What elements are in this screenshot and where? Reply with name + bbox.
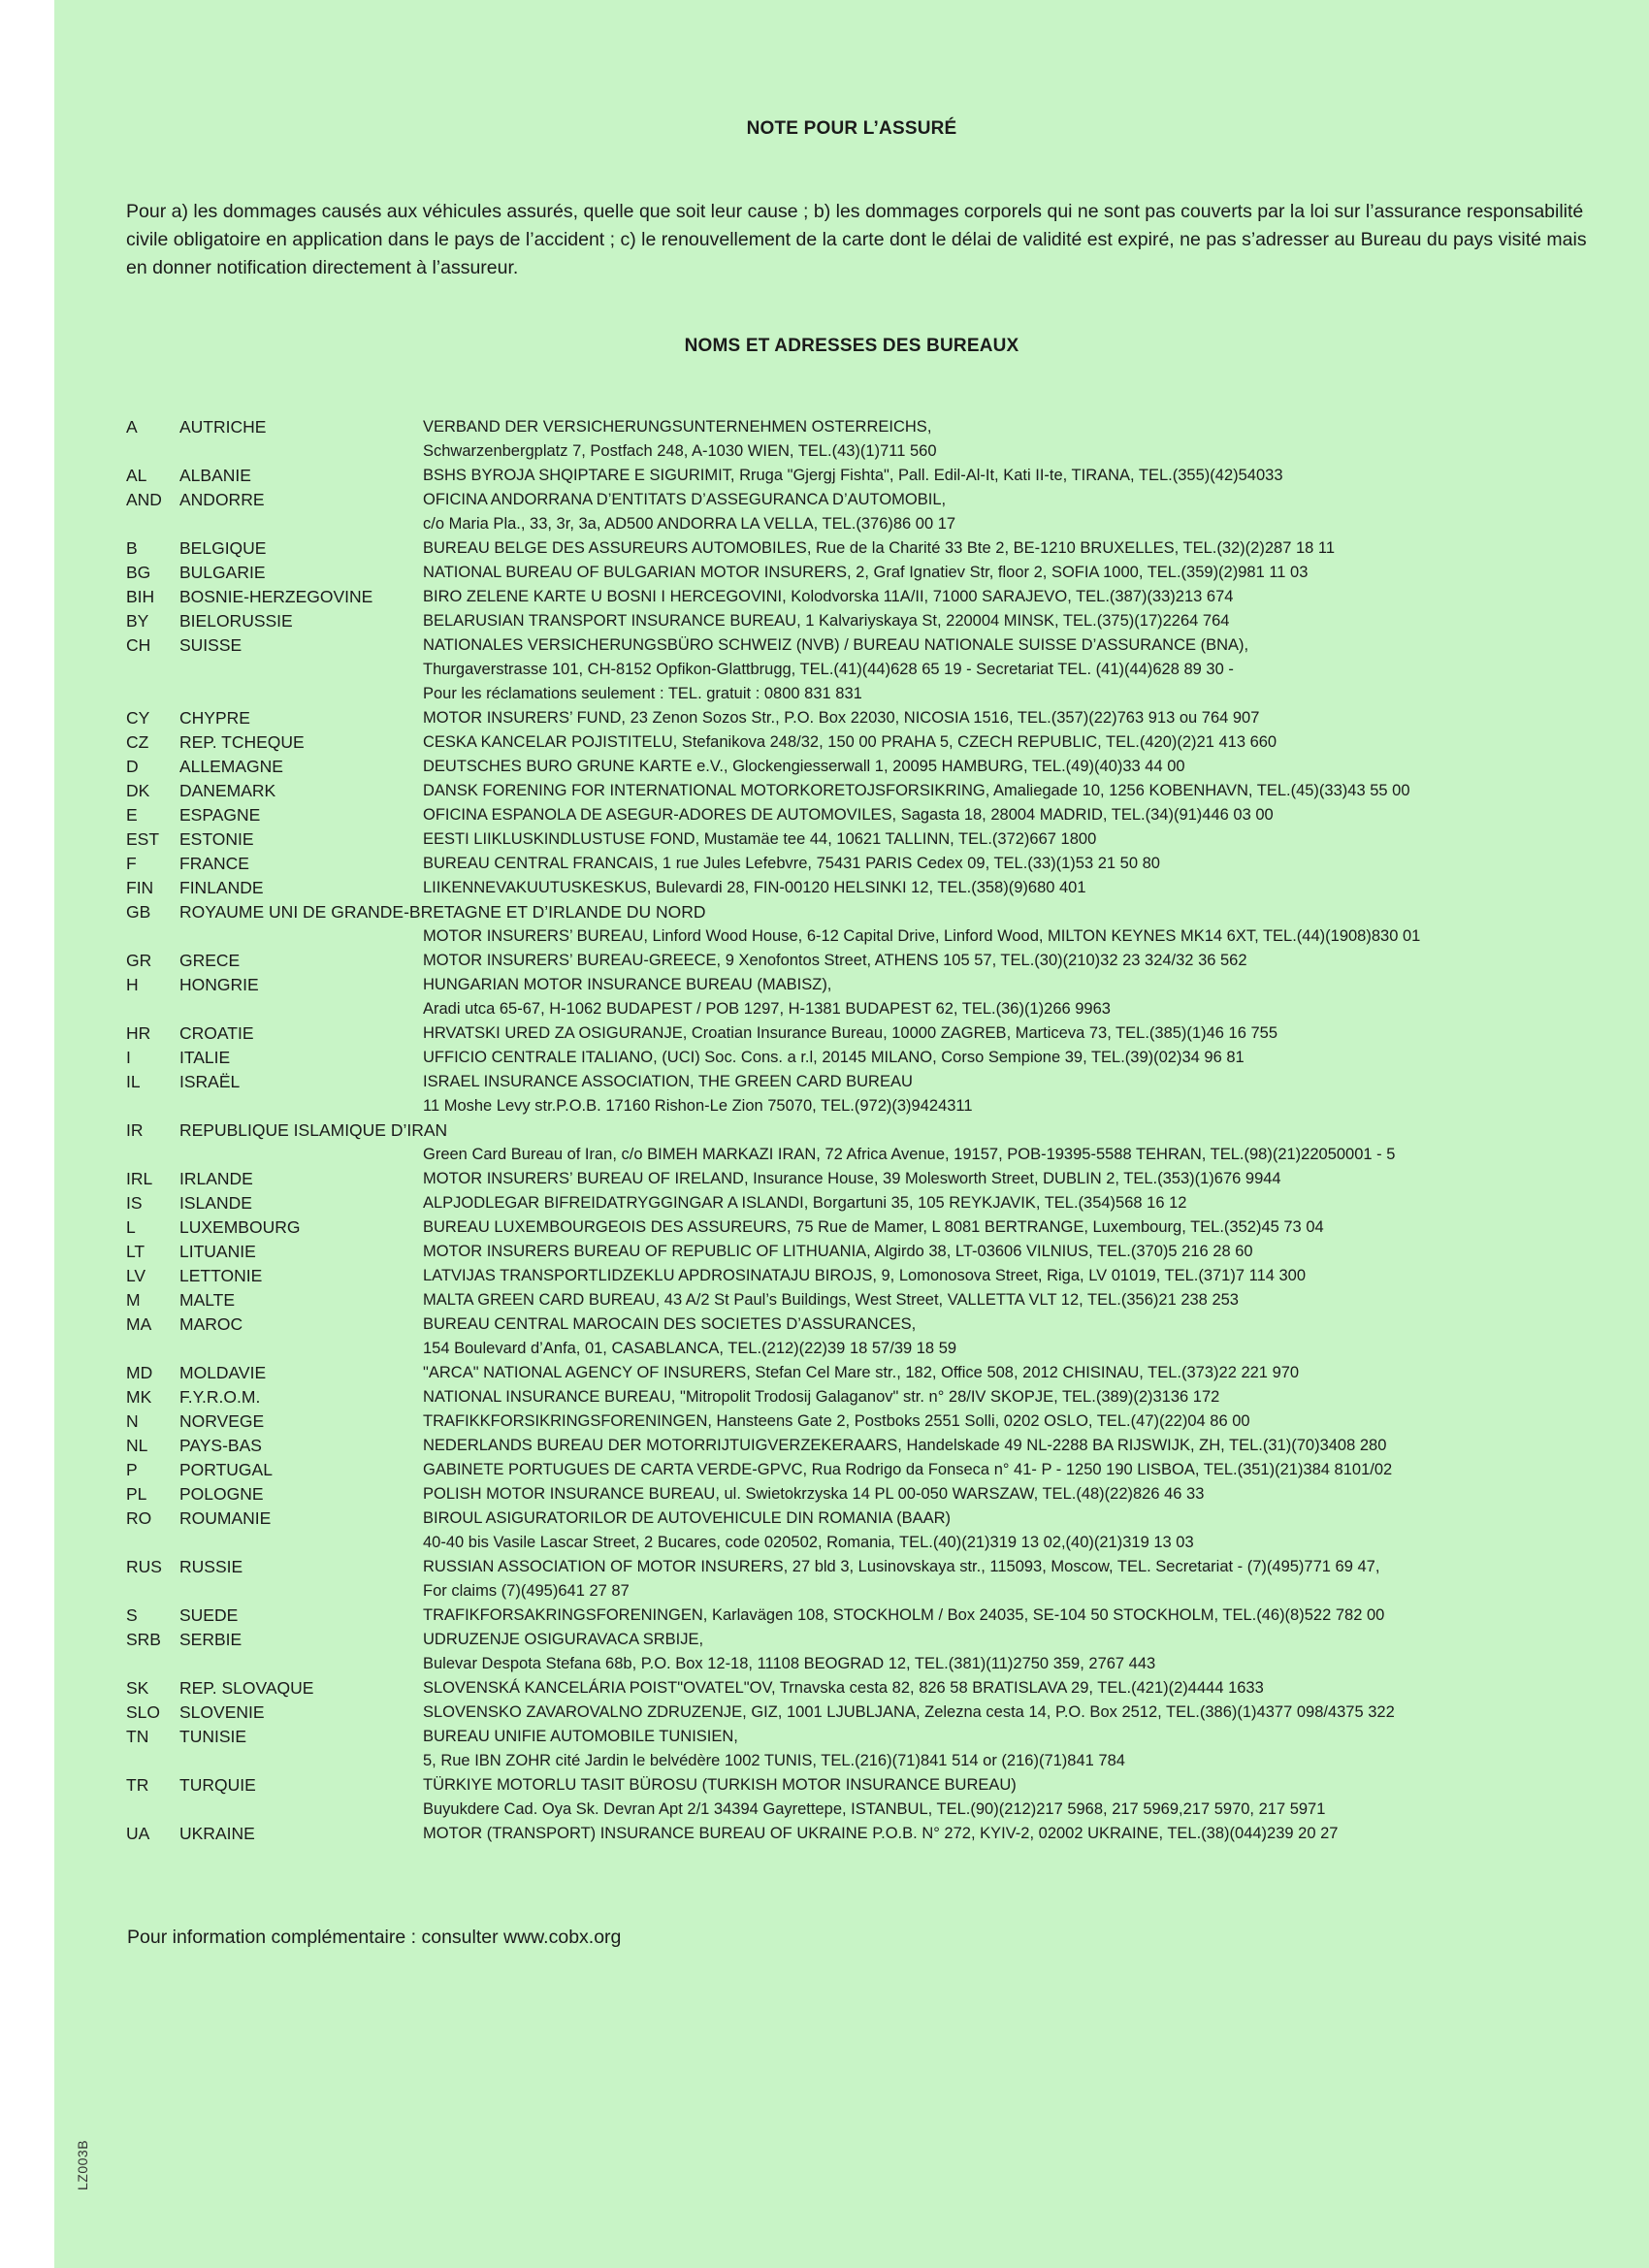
bureau-address — [423, 1676, 1625, 1701]
bureau-address — [423, 415, 1625, 464]
address-line: NATIONAL BUREAU OF BULGARIAN MOTOR INSURERS, 2, Graf Ignatiev Str, floor 2, SOFIA 1000, TEL.(359)(2)981 11 03 — [423, 564, 1309, 581]
bureau-entry — [126, 633, 1625, 706]
bureau-address — [423, 706, 1625, 730]
country-code: N — [126, 1411, 139, 1431]
country-name: CROATIE — [179, 1023, 254, 1043]
country-name: BULGARIE — [179, 563, 266, 582]
bureau-address — [423, 876, 1625, 900]
address-line: TRAFIKKFORSIKRINGSFORENINGEN, Hansteens Gate 2, Postboks 2551 Solli, 0202 OSLO, TEL.(47)(22)04 86 00 — [423, 1412, 1250, 1430]
country-code: BY — [126, 611, 149, 631]
address-line: BUREAU LUXEMBOURGEOIS DES ASSUREURS, 75 Rue de Mamer, L 8081 BERTRANGE, Luxembourg, TEL.(352)45 73 04 — [423, 1218, 1324, 1236]
bureau-address — [423, 949, 1625, 973]
bureau-address — [423, 633, 1625, 706]
country-code: SRB — [126, 1630, 161, 1649]
country-name: TUNISIE — [179, 1727, 247, 1746]
bureau-address — [423, 1507, 1625, 1555]
bureau-entry — [126, 1434, 1625, 1458]
country-code: LV — [126, 1266, 146, 1285]
bureau-entry — [126, 1604, 1625, 1628]
bureau-address — [423, 1021, 1625, 1046]
bureau-entry — [126, 585, 1625, 609]
bureau-address — [423, 779, 1625, 803]
bureau-entry — [126, 1628, 1625, 1676]
country-name: ISLANDE — [179, 1193, 252, 1213]
address-line: For claims (7)(495)641 27 87 — [423, 1582, 630, 1600]
address-line: MOTOR INSURERS’ BUREAU OF IRELAND, Insurance House, 39 Molesworth Street, DUBLIN 2, TEL.(353)(1)676 9944 — [423, 1170, 1281, 1187]
address-line: POLISH MOTOR INSURANCE BUREAU, ul. Swietokrzyska 14 PL 00-050 WARSZAW, TEL.(48)(22)826 46 33 — [423, 1485, 1205, 1503]
country-name: BIELORUSSIE — [179, 611, 293, 631]
country-name: SERBIE — [179, 1630, 242, 1649]
address-line: ISRAEL INSURANCE ASSOCIATION, THE GREEN CARD BUREAU — [423, 1073, 913, 1090]
country-code: PL — [126, 1484, 147, 1504]
bureau-entry — [126, 779, 1625, 803]
country-code: CY — [126, 708, 150, 728]
address-line: MOTOR INSURERS’ FUND, 23 Zenon Sozos Str., P.O. Box 22030, NICOSIA 1516, TEL.(357)(22)763 913 ou 764 907 — [423, 709, 1260, 727]
country-code: MD — [126, 1363, 153, 1382]
bureau-entry — [126, 561, 1625, 585]
bureau-address — [423, 1288, 1625, 1312]
address-line: 5, Rue IBN ZOHR cité Jardin le belvédère 1002 TUNIS, TEL.(216)(71)841 514 or (216)(71)841 784 — [423, 1752, 1125, 1769]
bureau-entry — [126, 973, 1625, 1021]
country-name: ALLEMAGNE — [179, 757, 283, 776]
country-code: EST — [126, 829, 160, 849]
bureaux-list — [126, 415, 1625, 1846]
bureau-entry — [126, 536, 1625, 561]
country-code: L — [126, 1217, 136, 1237]
country-code: GB — [126, 902, 151, 922]
address-line: OFICINA ESPANOLA DE ASEGUR-ADORES DE AUTOMOVILES, Sagasta 18, 28004 MADRID, TEL.(34)(91)446 03 00 — [423, 806, 1274, 824]
bureau-address — [423, 1482, 1625, 1507]
country-code: I — [126, 1048, 131, 1067]
bureau-entry — [126, 1507, 1625, 1555]
bureau-address — [423, 1458, 1625, 1482]
country-code: F — [126, 854, 137, 873]
address-line: TÜRKIYE MOTORLU TASIT BÜROSU (TURKISH MOTOR INSURANCE BUREAU) — [423, 1776, 1017, 1794]
bureau-entry — [126, 827, 1625, 852]
country-name: LETTONIE — [179, 1266, 263, 1285]
bureau-entry — [126, 730, 1625, 755]
country-code: IRL — [126, 1169, 153, 1188]
bureau-address — [423, 1361, 1625, 1385]
address-line: BUREAU UNIFIE AUTOMOBILE TUNISIEN, — [423, 1728, 738, 1745]
country-name: FRANCE — [179, 854, 249, 873]
bureau-entry — [126, 1409, 1625, 1434]
address-line: 11 Moshe Levy str.P.O.B. 17160 Rishon-Le Zion 75070, TEL.(972)(3)9424311 — [423, 1097, 973, 1115]
bureau-address — [423, 1773, 1625, 1822]
country-name: ROYAUME UNI DE GRANDE-BRETAGNE ET D’IRLANDE DU NORD — [179, 902, 706, 922]
address-line: Green Card Bureau of Iran, c/o BIMEH MARKAZI IRAN, 72 Africa Avenue, 19157, POB-19395-5588 TEHRAN, TEL.(98)(21)22050001 - 5 — [423, 1146, 1396, 1163]
bureau-address — [423, 1240, 1625, 1264]
address-line: UFFICIO CENTRALE ITALIANO, (UCI) Soc. Cons. a r.l, 20145 MILANO, Corso Sempione 39, TEL.(39)(02)34 96 81 — [423, 1049, 1245, 1066]
country-name: AUTRICHE — [179, 417, 267, 437]
bureau-entry — [126, 1021, 1625, 1046]
bureau-entry — [126, 1240, 1625, 1264]
bureau-address — [423, 1167, 1625, 1191]
address-line: DANSK FORENING FOR INTERNATIONAL MOTORKORETOJSFORSIKRING, Amaliegade 10, 1256 KOBENHAVN, TEL.(45)(33)43 55 00 — [423, 782, 1410, 799]
country-code: M — [126, 1290, 141, 1310]
country-name: ITALIE — [179, 1048, 231, 1067]
address-line: "ARCA" NATIONAL AGENCY OF INSURERS, Stefan Cel Mare str., 182, Office 508, 2012 CHISINAU, TEL.(373)22 221 970 — [423, 1364, 1300, 1381]
address-line: BUREAU CENTRAL MAROCAIN DES SOCIETES D’ASSURANCES, — [423, 1315, 917, 1333]
country-code: CZ — [126, 732, 149, 752]
bureau-entry — [126, 1773, 1625, 1822]
country-code: UA — [126, 1824, 150, 1843]
country-name: NORVEGE — [179, 1411, 265, 1431]
bureau-address — [423, 1385, 1625, 1409]
address-line: BIROUL ASIGURATORILOR DE AUTOVEHICULE DIN ROMANIA (BAAR) — [423, 1509, 952, 1527]
bureau-address — [423, 852, 1625, 876]
country-name: PORTUGAL — [179, 1460, 273, 1479]
bureau-entry — [126, 803, 1625, 827]
form-code: LZ003B — [75, 2139, 90, 2190]
address-line: NEDERLANDS BUREAU DER MOTORRIJTUIGVERZEKERAARS, Handelskade 49 NL-2288 BA RIJSWIJK, ZH, TEL.(31)(70)3408 280 — [423, 1437, 1387, 1454]
address-line — [423, 1118, 1625, 1143]
bureau-entry — [126, 1167, 1625, 1191]
country-name: SUISSE — [179, 635, 242, 655]
address-line: UDRUZENJE OSIGURAVACA SRBIJE, — [423, 1631, 704, 1648]
country-code: TN — [126, 1727, 149, 1746]
bureau-entry — [126, 1046, 1625, 1070]
bureau-address — [423, 755, 1625, 779]
country-name: F.Y.R.O.M. — [179, 1387, 261, 1407]
bureau-entry — [126, 1361, 1625, 1385]
bureau-address — [423, 1312, 1625, 1361]
address-line: DEUTSCHES BURO GRUNE KARTE e.V., Glockengiesserwall 1, 20095 HAMBURG, TEL.(49)(40)33 44 00 — [423, 758, 1185, 775]
country-name: ROUMANIE — [179, 1508, 272, 1528]
bureau-address — [423, 1628, 1625, 1676]
bureau-address — [423, 1409, 1625, 1434]
country-code: MK — [126, 1387, 152, 1407]
bureau-address — [423, 488, 1625, 536]
country-code: AL — [126, 466, 147, 485]
address-line: TRAFIKFORSAKRINGSFORENINGEN, Karlavägen 108, STOCKHOLM / Box 24035, SE-104 50 STOCKHOLM, TEL.(46)(8)522 782 00 — [423, 1606, 1385, 1624]
country-name: POLOGNE — [179, 1484, 264, 1504]
page-title: NOTE POUR L’ASSURÉ — [746, 118, 957, 139]
bureau-entry — [126, 949, 1625, 973]
country-code: SLO — [126, 1702, 161, 1722]
country-name: SLOVENIE — [179, 1702, 265, 1722]
address-line: MOTOR INSURERS’ BUREAU-GREECE, 9 Xenofontos Street, ATHENS 105 57, TEL.(30)(210)32 23 324/32 36 562 — [423, 952, 1247, 969]
address-line: MALTA GREEN CARD BUREAU, 43 A/2 St Paul’s Buildings, West Street, VALLETTA VLT 12, TEL.(356)21 238 253 — [423, 1291, 1239, 1309]
bureau-address — [423, 973, 1625, 1021]
country-name: ALBANIE — [179, 466, 251, 485]
bureau-entry — [126, 706, 1625, 730]
country-code: GR — [126, 951, 152, 970]
country-name: REP. SLOVAQUE — [179, 1678, 314, 1698]
intro-paragraph: Pour a) les dommages causés aux véhicules assurés, quelle que soit leur cause ; b) les dommages corporels qui ne sont pas couverts par la loi sur l’assurance responsabilité civile obligatoire en application dans le pays de l’accident ; c) le renouvellement de la carte dont le délai de validité est expiré, ne pas s’adresser au Bureau du pays visité mais en donner notification directement à l’assureur. — [126, 201, 1587, 278]
address-line: HUNGARIAN MOTOR INSURANCE BUREAU (MABISZ), — [423, 976, 832, 993]
bureau-entry — [126, 1701, 1625, 1725]
country-name: GRECE — [179, 951, 241, 970]
bureau-entry — [126, 415, 1625, 464]
address-line: 154 Boulevard d’Anfa, 01, CASABLANCA, TEL.(212)(22)39 18 57/39 18 59 — [423, 1340, 957, 1357]
country-name: TURQUIE — [179, 1775, 256, 1795]
address-line: BIRO ZELENE KARTE U BOSNI I HERCEGOVINI, Kolodvorska 11A/II, 71000 SARAJEVO, TEL.(387)(33)213 674 — [423, 588, 1234, 605]
country-code: HR — [126, 1023, 151, 1043]
country-name: CHYPRE — [179, 708, 250, 728]
address-line: ALPJODLEGAR BIFREIDATRYGGINGAR A ISLANDI, Borgartuni 35, 105 REYKJAVIK, TEL.(354)568 16 12 — [423, 1194, 1187, 1212]
country-code: SK — [126, 1678, 149, 1698]
bureau-address — [423, 827, 1625, 852]
country-name: DANEMARK — [179, 781, 276, 800]
footer-note: Pour information complémentaire : consulter www.cobx.org — [127, 1927, 622, 1948]
bureau-entry — [126, 1385, 1625, 1409]
country-code: H — [126, 975, 139, 994]
country-name: HONGRIE — [179, 975, 259, 994]
country-name: MALTE — [179, 1290, 236, 1310]
country-code: IS — [126, 1193, 143, 1213]
address-line: NATIONALES VERSICHERUNGSBÜRO SCHWEIZ (NVB) / BUREAU NATIONALE SUISSE D’ASSURANCE (BNA), — [423, 636, 1249, 654]
bureau-entry — [126, 609, 1625, 633]
address-line: Buyukdere Cad. Oya Sk. Devran Apt 2/1 34394 Gayrettepe, ISTANBUL, TEL.(90)(212)217 5968, 217 5969,217 5970, 217 5971 — [423, 1800, 1326, 1818]
country-name: PAYS-BAS — [179, 1436, 262, 1455]
address-line: HRVATSKI URED ZA OSIGURANJE, Croatian Insurance Bureau, 10000 ZAGREB, Marticeva 73, TEL.(385)(1)46 16 755 — [423, 1024, 1277, 1042]
bureau-address — [423, 1264, 1625, 1288]
country-name: SUEDE — [179, 1605, 239, 1625]
country-code: DK — [126, 781, 150, 800]
country-code: LT — [126, 1242, 146, 1261]
bureau-address — [423, 1701, 1625, 1725]
page-margin — [0, 0, 54, 2268]
bureau-address — [423, 609, 1625, 633]
country-code: RO — [126, 1508, 152, 1528]
address-line: MOTOR INSURERS BUREAU OF REPUBLIC OF LITHUANIA, Algirdo 38, LT-03606 VILNIUS, TEL.(370)5 216 28 60 — [423, 1243, 1253, 1260]
address-line: GABINETE PORTUGUES DE CARTA VERDE-GPVC, Rua Rodrigo da Fonseca n° 41- P - 1250 190 LISBOA, TEL.(351)(21)384 8101/02 — [423, 1461, 1393, 1478]
country-code: S — [126, 1605, 138, 1625]
section-title: NOMS ET ADRESSES DES BUREAUX — [684, 336, 1019, 356]
bureau-address — [423, 1822, 1625, 1846]
bureau-address — [423, 561, 1625, 585]
bureau-entry — [126, 1482, 1625, 1507]
address-line: SLOVENSKÁ KANCELÁRIA POIST"OVATEL"OV, Trnavska cesta 82, 826 58 BRATISLAVA 29, TEL.(421)(2)4444 1633 — [423, 1679, 1264, 1697]
country-code: MA — [126, 1314, 152, 1334]
bureau-address — [423, 730, 1625, 755]
bureau-entry — [126, 852, 1625, 876]
country-name: ESTONIE — [179, 829, 254, 849]
country-name: IRLANDE — [179, 1169, 253, 1188]
bureau-entry — [126, 1264, 1625, 1288]
bureau-address — [423, 1118, 1625, 1167]
bureau-entry — [126, 1191, 1625, 1215]
bureau-address — [423, 1215, 1625, 1240]
country-code: FIN — [126, 878, 154, 897]
bureau-entry — [126, 755, 1625, 779]
country-code: NL — [126, 1436, 148, 1455]
address-line: CESKA KANCELAR POJISTITELU, Stefanikova 248/32, 150 00 PRAHA 5, CZECH REPUBLIC, TEL.(420)(2)21 413 660 — [423, 733, 1277, 751]
country-code: TR — [126, 1775, 149, 1795]
bureau-entry — [126, 1288, 1625, 1312]
bureau-entry — [126, 1312, 1625, 1361]
bureau-address — [423, 1604, 1625, 1628]
bureau-address — [423, 1725, 1625, 1773]
country-code: D — [126, 757, 139, 776]
address-line: Bulevar Despota Stefana 68b, P.O. Box 12-18, 11108 BEOGRAD 12, TEL.(381)(11)2750 359, 2767 443 — [423, 1655, 1156, 1672]
bureau-entry — [126, 1215, 1625, 1240]
address-line: c/o Maria Pla., 33, 3r, 3a, AD500 ANDORRA LA VELLA, TEL.(376)86 00 17 — [423, 515, 956, 533]
country-code: IR — [126, 1120, 144, 1140]
bureau-entry — [126, 1676, 1625, 1701]
address-line: LIIKENNEVAKUUTUSKESKUS, Bulevardi 28, FIN-00120 HELSINKI 12, TEL.(358)(9)680 401 — [423, 879, 1086, 896]
country-code: CH — [126, 635, 151, 655]
bureau-address — [423, 1555, 1625, 1604]
address-line: BUREAU CENTRAL FRANCAIS, 1 rue Jules Lefebvre, 75431 PARIS Cedex 09, TEL.(33)(1)53 21 50 80 — [423, 855, 1160, 872]
address-line: EESTI LIIKLUSKINDLUSTUSE FOND, Mustamäe tee 44, 10621 TALLINN, TEL.(372)667 1800 — [423, 830, 1097, 848]
country-code: B — [126, 538, 138, 558]
country-name: ANDORRE — [179, 490, 265, 509]
country-code: E — [126, 805, 138, 825]
bureau-address — [423, 585, 1625, 609]
bureau-address — [423, 464, 1625, 488]
bureau-entry — [126, 1458, 1625, 1482]
bureau-address — [423, 1434, 1625, 1458]
bureau-address — [423, 1191, 1625, 1215]
bureau-address — [423, 803, 1625, 827]
address-line: Pour les réclamations seulement : TEL. gratuit : 0800 831 831 — [423, 685, 862, 702]
bureau-entry — [126, 488, 1625, 536]
address-line: BELARUSIAN TRANSPORT INSURANCE BUREAU, 1 Kalvariyskaya St, 220004 MINSK, TEL.(375)(17)2264 764 — [423, 612, 1230, 630]
bureau-entry — [126, 876, 1625, 900]
country-name: REPUBLIQUE ISLAMIQUE D’IRAN — [179, 1120, 448, 1140]
country-name: REP. TCHEQUE — [179, 732, 305, 752]
bureau-entry — [126, 1118, 1625, 1167]
address-line: MOTOR (TRANSPORT) INSURANCE BUREAU OF UKRAINE P.O.B. N° 272, KYIV-2, 02002 UKRAINE, TEL.(38)(044)239 20 27 — [423, 1825, 1339, 1842]
bureau-entry — [126, 900, 1625, 949]
bureau-entry — [126, 1070, 1625, 1118]
address-line: 40-40 bis Vasile Lascar Street, 2 Bucares, code 020502, Romania, TEL.(40)(21)319 13 02,(40)(21)319 13 03 — [423, 1534, 1194, 1551]
country-name: MAROC — [179, 1314, 243, 1334]
country-code: A — [126, 417, 138, 437]
address-line: VERBAND DER VERSICHERUNGSUNTERNEHMEN OSTERREICHS, — [423, 418, 932, 436]
country-code: RUS — [126, 1557, 162, 1576]
address-line: SLOVENSKO ZAVAROVALNO ZDRUZENJE, GIZ, 1001 LJUBLJANA, Zelezna cesta 14, P.O. Box 2512, TEL.(386)(1)4377 098/4375 322 — [423, 1703, 1395, 1721]
country-name: BOSNIE-HERZEGOVINE — [179, 587, 373, 606]
address-line: BSHS BYROJA SHQIPTARE E SIGURIMIT, Rruga "Gjergj Fishta", Pall. Edil-Al-It, Kati II-te, TIRANA, TEL.(355)(42)54033 — [423, 467, 1283, 484]
bureau-entry — [126, 1725, 1625, 1773]
country-code: BIH — [126, 587, 155, 606]
country-code: IL — [126, 1072, 141, 1091]
address-line: LATVIJAS TRANSPORTLIDZEKLU APDROSINATAJU BIROJS, 9, Lomonosova Street, Riga, LV 01019, TEL.(371)7 114 300 — [423, 1267, 1307, 1284]
country-name: FINLANDE — [179, 878, 264, 897]
bureau-entry — [126, 1822, 1625, 1846]
bureau-entry — [126, 1555, 1625, 1604]
address-line: Thurgaverstrasse 101, CH-8152 Opfikon-Glattbrugg, TEL.(41)(44)628 65 19 - Secretariat TEL. (41)(44)628 89 30 - — [423, 661, 1234, 678]
country-name: BELGIQUE — [179, 538, 267, 558]
country-name: UKRAINE — [179, 1824, 255, 1843]
country-name: LUXEMBOURG — [179, 1217, 301, 1237]
country-code: BG — [126, 563, 151, 582]
country-code: P — [126, 1460, 138, 1479]
address-line: Aradi utca 65-67, H-1062 BUDAPEST / POB 1297, H-1381 BUDAPEST 62, TEL.(36)(1)266 9963 — [423, 1000, 1111, 1018]
address-line: Schwarzenbergplatz 7, Postfach 248, A-1030 WIEN, TEL.(43)(1)711 560 — [423, 442, 937, 460]
address-line: MOTOR INSURERS’ BUREAU, Linford Wood House, 6-12 Capital Drive, Linford Wood, MILTON KEYNES MK14 6XT, TEL.(44)(1908)830 01 — [423, 927, 1421, 945]
address-line: OFICINA ANDORRANA D’ENTITATS D’ASSEGURANCA D’AUTOMOBIL, — [423, 491, 947, 508]
country-name: MOLDAVIE — [179, 1363, 267, 1382]
bureau-address — [423, 1070, 1625, 1118]
country-name: ESPAGNE — [179, 805, 261, 825]
address-line: BUREAU BELGE DES ASSUREURS AUTOMOBILES, Rue de la Charité 33 Bte 2, BE-1210 BRUXELLES, TEL.(32)(2)287 18 11 — [423, 539, 1336, 557]
address-line: RUSSIAN ASSOCIATION OF MOTOR INSURERS, 27 bld 3, Lusinovskaya str., 115093, Moscow, TEL. Secretariat - (7)(495)771 69 47, — [423, 1558, 1380, 1575]
address-line: NATIONAL INSURANCE BUREAU, "Mitropolit Trodosij Galaganov" str. n° 28/IV SKOPJE, TEL.(389)(2)3136 172 — [423, 1388, 1220, 1406]
country-name: LITUANIE — [179, 1242, 256, 1261]
country-code: AND — [126, 490, 162, 509]
country-name: RUSSIE — [179, 1557, 243, 1576]
bureau-address — [423, 1046, 1625, 1070]
bureau-address — [423, 536, 1625, 561]
country-name: ISRAËL — [179, 1072, 241, 1091]
bureau-entry — [126, 464, 1625, 488]
